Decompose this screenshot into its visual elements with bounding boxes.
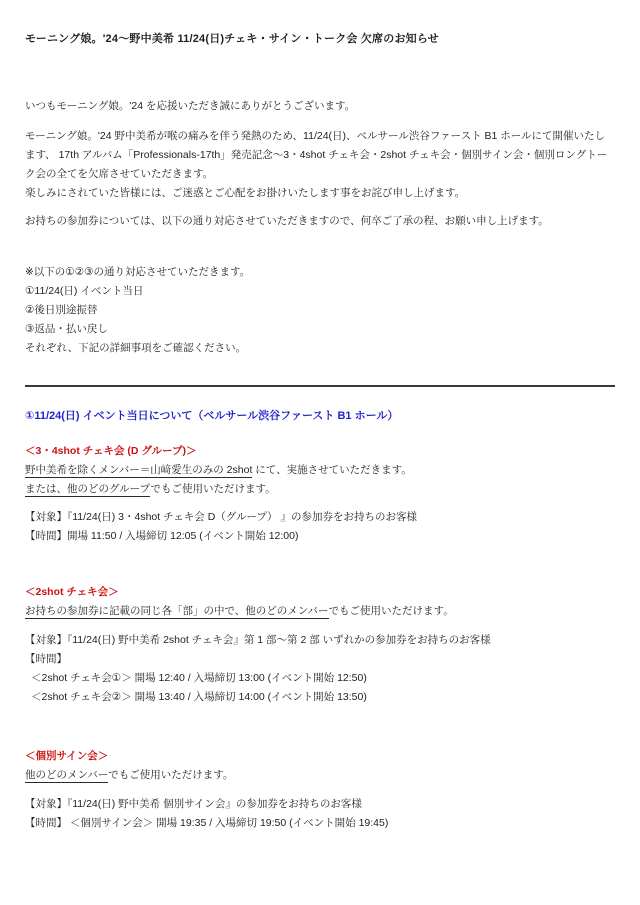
block-2shot-heading: ＜2shot チェキ会＞ bbox=[25, 586, 119, 598]
block-3-4shot-time: 【時間】開場 11:50 / 入場締切 12:05 (イベント開始 12:00) bbox=[25, 530, 299, 542]
block-sign-target: 【対象】『11/24(日) 野中美希 個別サイン会』の参加券をお持ちのお客様 bbox=[25, 798, 362, 810]
underlined-text: 野中美希を除くメンバー＝山﨑愛生のみの 2shot bbox=[25, 464, 253, 476]
block-sign-heading: ＜個別サイン会＞ bbox=[25, 750, 109, 762]
options-footer: それぞれ、下記の詳細事項をご確認ください。 bbox=[25, 342, 247, 354]
block-2shot-time-1: ＜2shot チェキ会①＞ 開場 12:40 / 入場締切 13:00 (イベント開始 12:50) bbox=[31, 672, 367, 684]
plain-text: でもご使用いただけます。 bbox=[150, 483, 276, 495]
announcement-line-3: 楽しみにされていた皆様には、ご迷惑とご心配をお掛けいたします事をお詫び申し上げます。 bbox=[25, 187, 466, 199]
block-2shot-time-2: ＜2shot チェキ会②＞ 開場 13:40 / 入場締切 14:00 (イベント開始 13:50) bbox=[31, 691, 367, 703]
underlined-text: または、他のどのグループ bbox=[25, 483, 151, 495]
greeting-text: いつもモーニング娘。'24 を応援いただき誠にありがとうございます。 bbox=[25, 100, 356, 112]
options-lead: ※以下の①②③の通り対応させていただきます。 bbox=[25, 266, 251, 278]
plain-text: にて、実施させていただきます。 bbox=[252, 464, 412, 476]
response-options bbox=[25, 263, 615, 358]
plain-text: でもご使用いただけます。 bbox=[108, 769, 234, 781]
section-day-heading: ①11/24(日) イベント当日について（ベルサール渋谷ファースト B1 ホール） bbox=[25, 410, 399, 422]
absence-announcement bbox=[25, 127, 615, 203]
announcement-line-1: モーニング娘。'24 野中美希が喉の痛みを伴う発熱のため、11/24(日)、ベルサール渋谷ファースト B1 ホールにて開催いたします、 bbox=[25, 130, 606, 161]
underlined-text: 他のどのメンバー bbox=[25, 769, 109, 781]
announcement-line-2: 17th アルバム「Professionals-17th」発売記念～3・4shot チェキ会・2shot チェキ会・個別サイン会・個別ロングトーク会の全てを欠席させていただきます。 bbox=[25, 149, 608, 180]
option-item-1: ①11/24(日) イベント当日 bbox=[25, 285, 144, 297]
underlined-text: お持ちの参加券に記載の同じ各「部」の中で、他のどのメンバー bbox=[25, 605, 329, 617]
block-sign-time: 【時間】 ＜個別サイン会＞ 開場 19:35 / 入場締切 19:50 (イベント開始 19:45) bbox=[25, 817, 389, 829]
block-3-4shot-policy-line-1 bbox=[25, 461, 615, 480]
block-3-4shot-target: 【対象】『11/24(日) 3・4shot チェキ会 D（グループ） 』の参加券をお持ちのお客様 bbox=[25, 511, 417, 523]
block-2shot-target: 【対象】『11/24(日) 野中美希 2shot チェキ会』第 1 部～第 2 部 いずれかの参加券をお持ちのお客様 bbox=[25, 634, 491, 646]
section-divider bbox=[25, 385, 615, 387]
ticket-note: お持ちの参加券については、以下の通り対応させていただきますので、何卒ご了承の程、お願い申し上げます。 bbox=[25, 215, 549, 227]
block-3-4shot-heading: ＜3・4shot チェキ会 (D グループ)＞ bbox=[25, 445, 197, 457]
block-sign-kai bbox=[25, 747, 615, 833]
block-2shot-time-label: 【時間】 bbox=[25, 653, 67, 665]
block-2shot-policy-line bbox=[25, 602, 615, 621]
page-title: モーニング娘。'24～野中美希 11/24(日)チェキ・サイン・トーク会 欠席のお知らせ bbox=[25, 33, 439, 45]
option-item-2: ②後日別途振替 bbox=[25, 304, 98, 316]
plain-text: でもご使用いただけます。 bbox=[328, 605, 454, 617]
block-2shot-cheki bbox=[25, 583, 615, 707]
option-item-3: ③返品・払い戻し bbox=[25, 323, 108, 335]
block-3-4shot-cheki bbox=[25, 442, 615, 546]
block-3-4shot-policy-line-2 bbox=[25, 480, 615, 499]
block-sign-policy-line bbox=[25, 766, 615, 785]
